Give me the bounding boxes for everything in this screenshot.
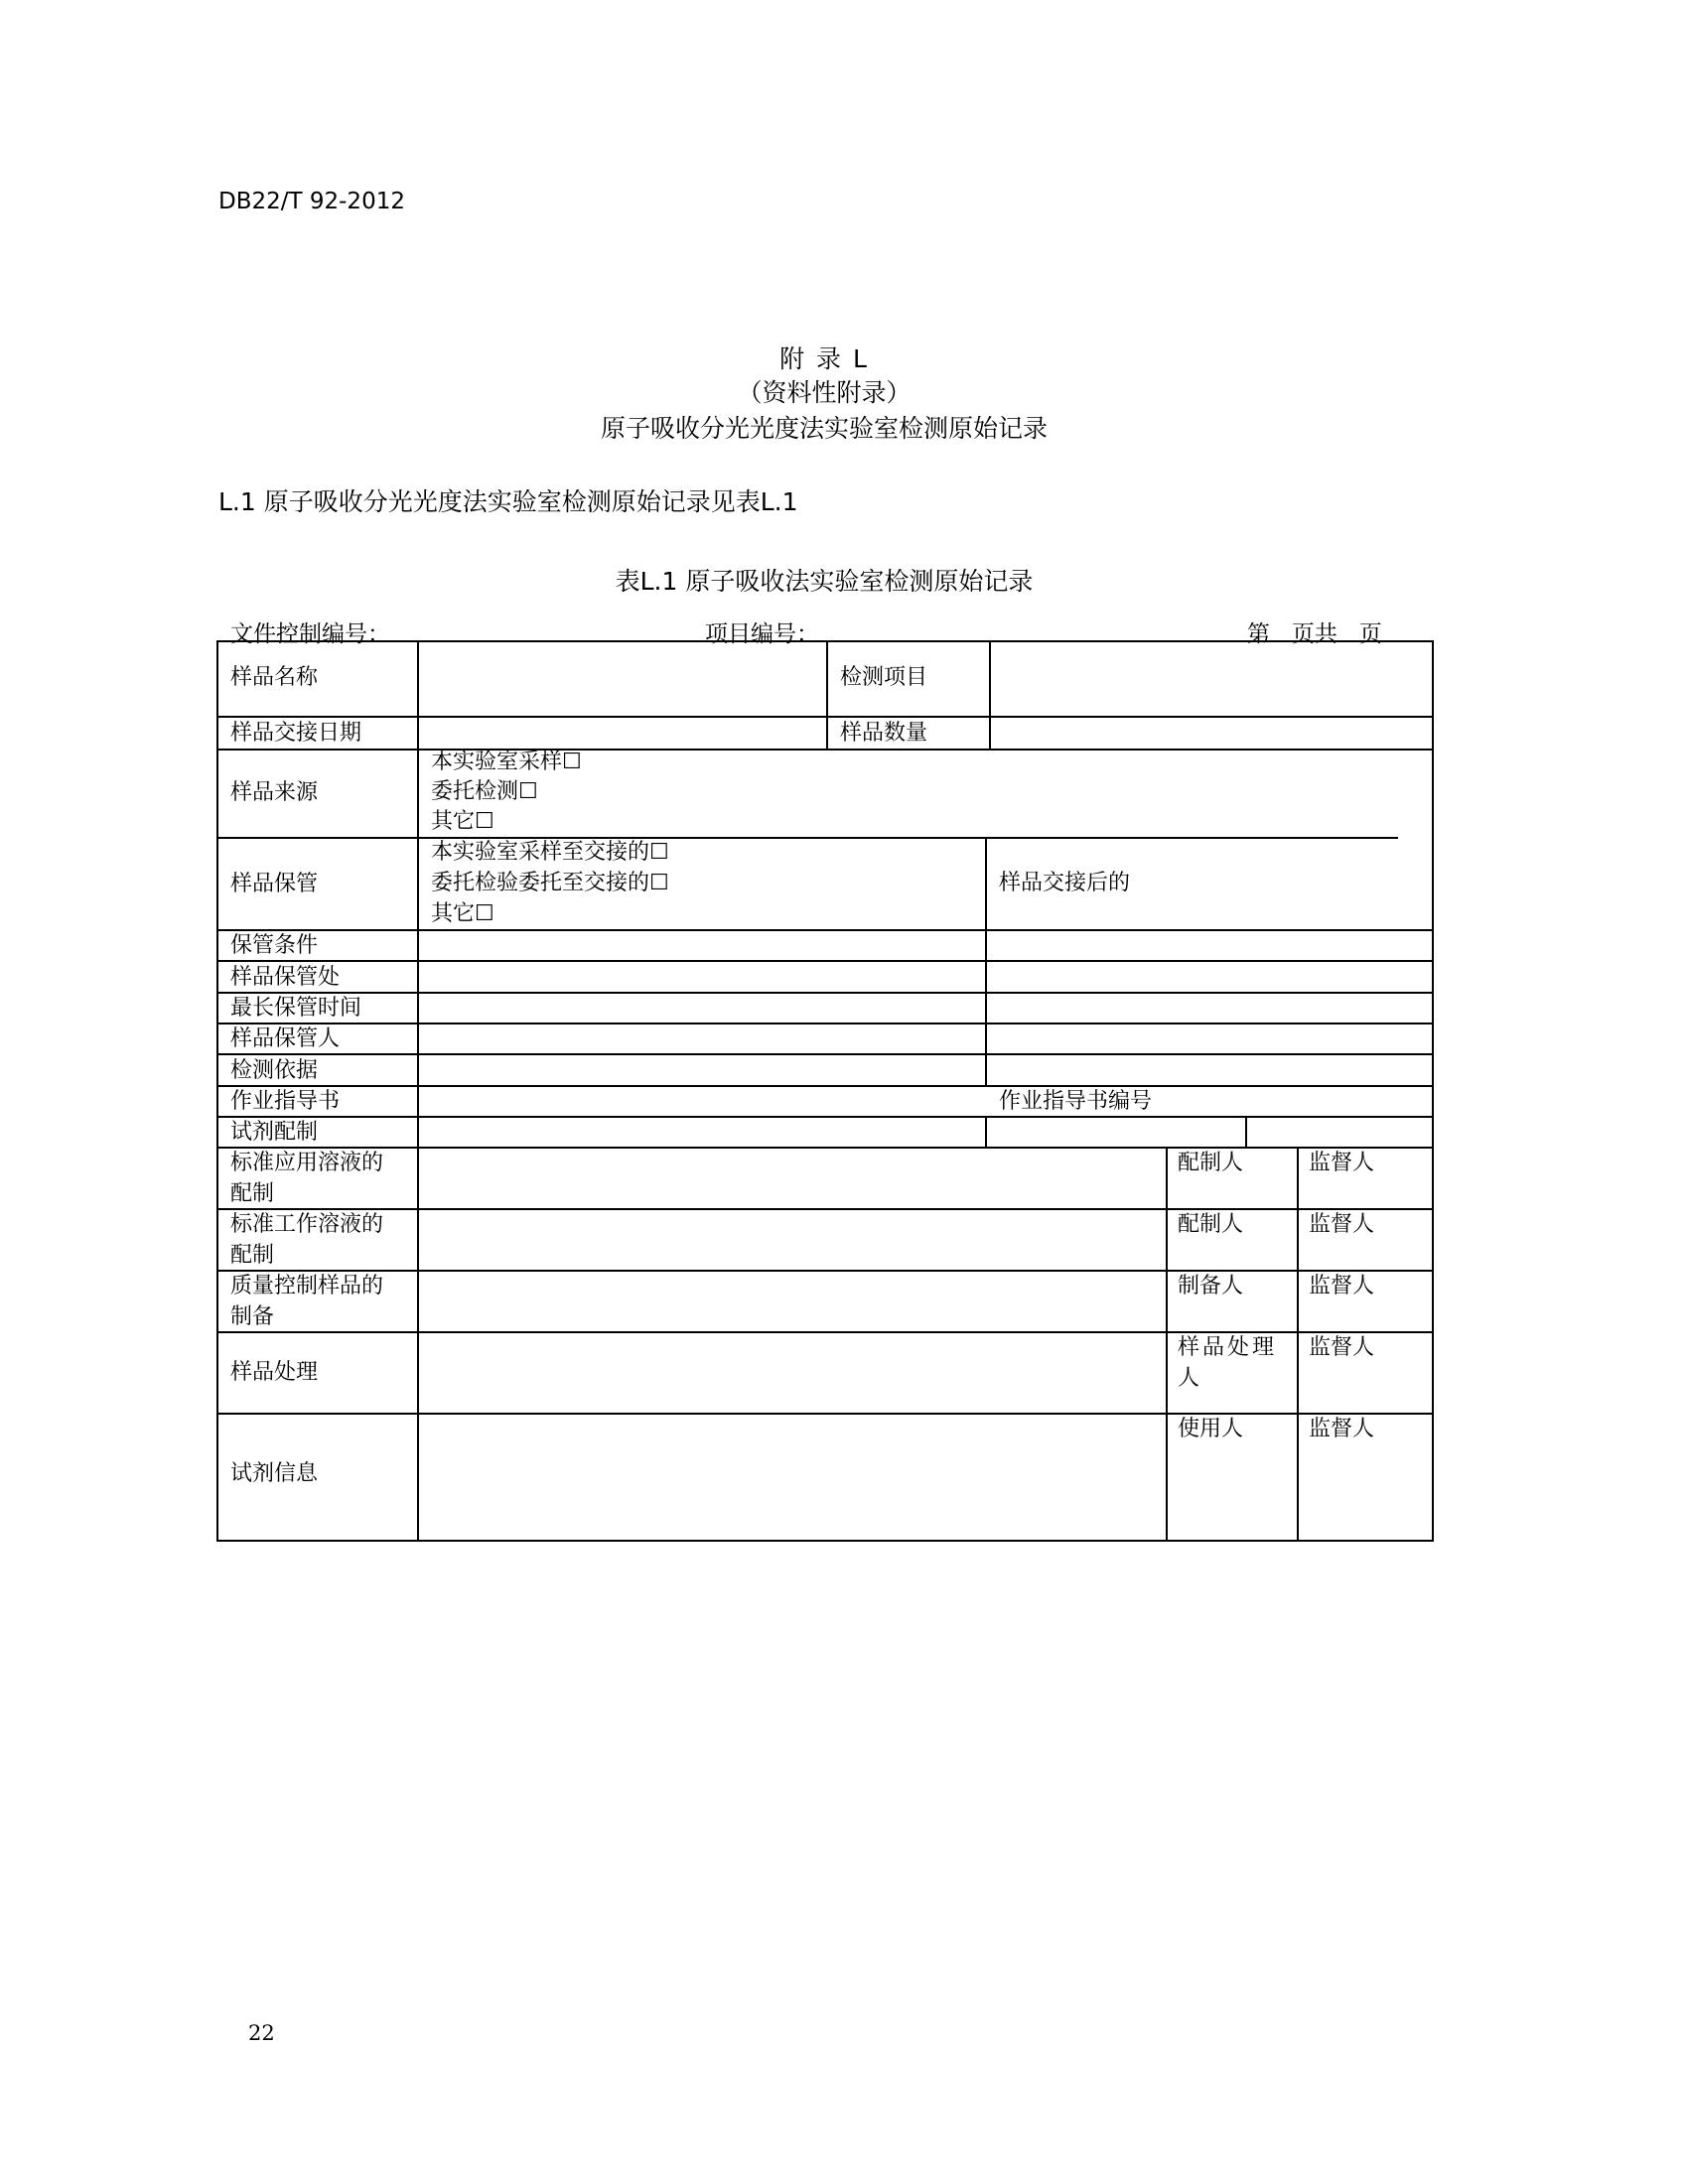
- appendix-label: 附 录 L: [779, 344, 869, 373]
- max-storage-time-label: 最长保管时间: [230, 996, 362, 1021]
- table-caption: 表L.1 原子吸收法实验室检测原始记录: [615, 567, 1034, 596]
- std-app-preparer-label: 配制人: [1178, 1151, 1244, 1175]
- sample-processing-label: 样品处理: [230, 1360, 319, 1385]
- handover-date-label: 样品交接日期: [230, 721, 362, 746]
- reagent-info-label: 试剂信息: [230, 1461, 319, 1486]
- appendix-nature: （资料性附录）: [737, 378, 912, 407]
- storage-option-lab: 本实验室采样至交接的☐: [431, 840, 669, 865]
- sample-keeper-label: 样品保管人: [230, 1026, 341, 1051]
- reagent-supervisor-label: 监督人: [1309, 1417, 1375, 1441]
- source-option-commissioned: 委托检测☐: [431, 779, 538, 804]
- qc-label-line1: 质量控制样品的: [230, 1274, 384, 1298]
- sample-source-label: 样品来源: [230, 780, 319, 805]
- page-info: 第 页共 页: [1247, 621, 1382, 647]
- processing-supervisor-label: 监督人: [1309, 1335, 1375, 1360]
- source-option-lab-sampling: 本实验室采样☐: [431, 750, 582, 774]
- test-basis-label: 检测依据: [230, 1058, 319, 1083]
- qc-label-line2: 制备: [230, 1304, 275, 1329]
- std-work-preparer-label: 配制人: [1178, 1212, 1244, 1237]
- file-control-label: 文件控制编号：: [230, 621, 390, 647]
- work-instruction-label: 作业指导书: [230, 1089, 341, 1114]
- qc-maker-label: 制备人: [1178, 1274, 1244, 1298]
- std-work-supervisor-label: 监督人: [1309, 1212, 1375, 1237]
- std-work-label-line2: 配制: [230, 1243, 275, 1268]
- after-handover-label: 样品交接后的: [999, 871, 1131, 895]
- storage-option-other: 其它☐: [431, 901, 494, 926]
- qc-supervisor-label: 监督人: [1309, 1274, 1375, 1298]
- std-app-label-line1: 标准应用溶液的: [230, 1151, 384, 1175]
- sample-quantity-label: 样品数量: [840, 721, 928, 746]
- document-code: DB22/T 92-2012: [218, 189, 405, 214]
- record-form-table: [216, 640, 1434, 1542]
- storage-condition-label: 保管条件: [230, 933, 319, 958]
- processor-label-line2: 人: [1178, 1366, 1200, 1391]
- storage-option-commissioned: 委托检验委托至交接的☐: [431, 871, 669, 895]
- std-app-label-line2: 配制: [230, 1181, 275, 1206]
- instruction-number-label: 作业指导书编号: [999, 1089, 1153, 1114]
- std-work-label-line1: 标准工作溶液的: [230, 1212, 384, 1237]
- reagent-user-label: 使用人: [1178, 1417, 1244, 1441]
- test-item-label: 检测项目: [840, 665, 928, 690]
- sample-storage-label: 样品保管: [230, 872, 319, 896]
- sample-name-label: 样品名称: [230, 665, 319, 690]
- reagent-prep-label: 试剂配制: [230, 1120, 319, 1145]
- processor-label-line1: 样品处理: [1178, 1335, 1278, 1360]
- section-heading: L.1 原子吸收分光光度法实验室检测原始记录见表L.1: [218, 487, 798, 516]
- project-number-label: 项目编号：: [705, 621, 819, 647]
- appendix-title: 原子吸收分光光度法实验室检测原始记录: [600, 414, 1048, 443]
- std-app-supervisor-label: 监督人: [1309, 1151, 1375, 1175]
- page-number: 22: [248, 2021, 275, 2045]
- storage-place-label: 样品保管处: [230, 965, 341, 990]
- source-option-other: 其它☐: [431, 809, 494, 834]
